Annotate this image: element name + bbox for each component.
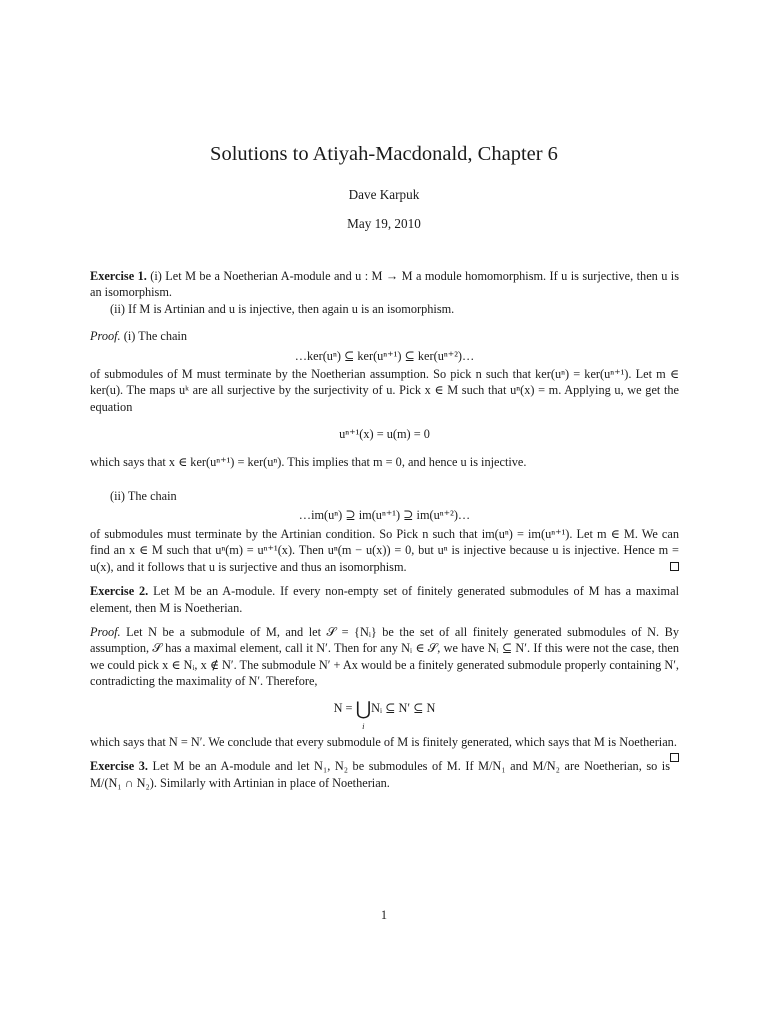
proof-ii-body: of submodules must terminate by the Artinian condition. So Pick n such that im(uⁿ) = im(uⁿ⁺¹). Let m ∈ M. We can find an x ∈ M such that uⁿ(m) = uⁿ⁺¹(x). Then uⁿ(m − u(x)) = 0, but uⁿ is injective because u is injective. Hence m = u(x), and it follows that u is surjective and thus an isomorphism. — [90, 526, 679, 574]
exercise-2-proof-end-text: which says that N = N′. We conclude that every submodule of M is finitely generated, which says that M is Noetherian. — [90, 734, 677, 749]
union-rhs: Nᵢ ⊆ N′ ⊆ N — [371, 700, 436, 715]
exercise-3-text: Let M be an A-module and let N₁, N₂ be submodules of M. If M/N₁ and M/N₂ are Noetherian, so is M/(N₁ ∩ N₂). Similarly with Artinian in place of Noetherian. — [90, 759, 670, 790]
big-union-glyph: ⋃ — [355, 698, 372, 720]
exercise-2-text: Let M be an A-module. If every non-empty set of finitely generated submodules of M has a maximal element, then M is Noetherian. — [90, 584, 679, 615]
exercise-1-proof-ii-intro: (ii) The chain — [110, 489, 177, 504]
proof-i-intro-text: (i) The chain — [123, 329, 187, 344]
proof-label: Proof. — [90, 329, 121, 344]
page-number: 1 — [380, 908, 388, 922]
union-equation — [90, 698, 679, 731]
union-lhs: N = — [333, 700, 353, 715]
exercise-1-proof-ii-text — [90, 526, 679, 575]
proof-label: Proof. — [90, 624, 121, 639]
equation-u-n-plus-1: uⁿ⁺¹(x) = u(m) = 0 — [339, 427, 430, 442]
exercise-1-part-ii: (ii) If M is Artinian and u is injective, then again u is an isomorphism. — [110, 301, 455, 316]
paper-body — [90, 268, 679, 791]
exercise-2-proof-text: Let N be a submodule of M, and let 𝒮 = {Nᵢ} be the set of all finitely generated submodules of N. By assumption, 𝒮 has a maximal element, call it N′. Then for any Nᵢ ∈ 𝒮, we have Nᵢ ⊆ N′. If this were not the case, then we could pick x ∈ Nᵢ, x ∉ N′. The submodule N′ + Ax would be a finitely generated submodule properly containing N′, contradicting the maximality of N′. Therefore, — [90, 624, 679, 689]
exercise-3-label: Exercise 3. — [90, 759, 148, 774]
exercise-2-statement — [90, 583, 679, 616]
qed-square-icon — [670, 562, 679, 571]
chain-image-equation: …im(uⁿ) ⊇ im(uⁿ⁺¹) ⊇ im(uⁿ⁺²)… — [298, 508, 471, 523]
exercise-1-proof-i-intro — [90, 328, 679, 344]
exercise-1-label: Exercise 1. — [90, 269, 147, 283]
exercise-2-label: Exercise 2. — [90, 584, 149, 599]
paper-title: Solutions to Atiyah-Macdonald, Chapter 6 — [210, 143, 558, 165]
exercise-2-proof — [90, 624, 679, 690]
paper-date: May 19, 2010 — [347, 216, 421, 231]
exercise-3-statement — [90, 758, 679, 791]
big-union-symbol — [355, 698, 372, 731]
exercise-2-proof-end — [90, 734, 679, 750]
paper-author: Dave Karpuk — [348, 187, 420, 202]
qed-square-icon — [670, 753, 679, 762]
exercise-1-statement — [90, 268, 679, 301]
exercise-1-part-i: (i) Let M be a Noetherian A-module and u : M → M a module homomorphism. If u is surjective, then u is an isomorphism. — [90, 269, 679, 300]
chain-kernel-equation: …ker(uⁿ) ⊆ ker(uⁿ⁺¹) ⊆ ker(uⁿ⁺²)… — [294, 348, 475, 363]
union-index: i — [362, 720, 365, 731]
exercise-1-proof-i-end: which says that x ∈ ker(uⁿ⁺¹) = ker(uⁿ). This implies that m = 0, and hence u is injective. — [90, 454, 527, 469]
exercise-1-proof-i-text: of submodules of M must terminate by the Noetherian assumption. So pick n such that ker(uⁿ) = ker(uⁿ⁺¹). Let m ∈ ker(u). The maps uᵏ are all surjective by the surjectivity of u. Pick x ∈ M such that uⁿ(x) = m. Applying u, we get the equation — [90, 367, 679, 414]
